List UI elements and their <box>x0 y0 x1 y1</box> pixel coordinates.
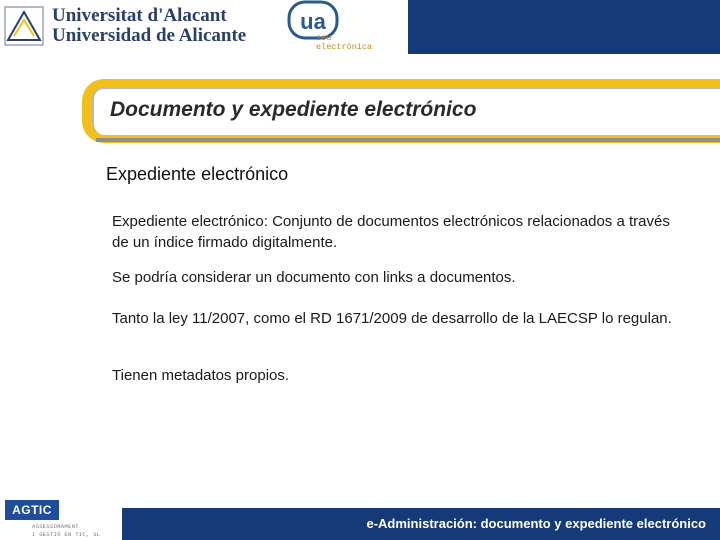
company-logo <box>0 500 112 540</box>
company-tagline-line2: I GESTIÓ EN TIC, SL <box>32 531 101 538</box>
slide-title: Documento y expediente electrónico <box>110 98 477 121</box>
ua-mark-text: ua <box>300 9 326 34</box>
section-heading: Expediente electrónico <box>106 164 289 184</box>
body-paragraph: Tanto la ley 11/2007, como el RD 1671/2009 de desarrollo de la LAECSP lo regulan. <box>112 310 672 327</box>
title-banner-shadow <box>96 138 720 142</box>
university-logo <box>4 4 247 48</box>
sede-caption-line2: electrònica <box>316 42 373 52</box>
university-name-line2: Universidad de Alicante <box>52 25 247 46</box>
university-name-line1: Universitat d'Alacant <box>52 5 227 26</box>
university-name <box>52 6 246 46</box>
sede-electronica-caption <box>316 34 372 52</box>
body-paragraph: Se podría considerar un documento con links a documentos. <box>112 269 516 286</box>
body-paragraph: Tienen metadatos propios. <box>112 367 290 384</box>
header-color-band <box>408 0 720 54</box>
sede-caption-line1: seu <box>316 33 332 43</box>
university-seal-icon <box>4 6 44 46</box>
footer-band <box>122 508 720 540</box>
company-logo-badge: AGTIC <box>5 500 59 520</box>
footer-caption: e-Administración: documento y expediente electrónico <box>366 516 706 531</box>
body-paragraph: Expediente electrónico: Conjunto de documentos electrónicos relacionados a través de un índice firmado digitalmente. <box>112 213 670 251</box>
slide-header <box>0 0 720 56</box>
sede-electronica-logo <box>284 0 394 54</box>
company-tagline-line1: ASSESSORAMENT <box>32 523 79 530</box>
